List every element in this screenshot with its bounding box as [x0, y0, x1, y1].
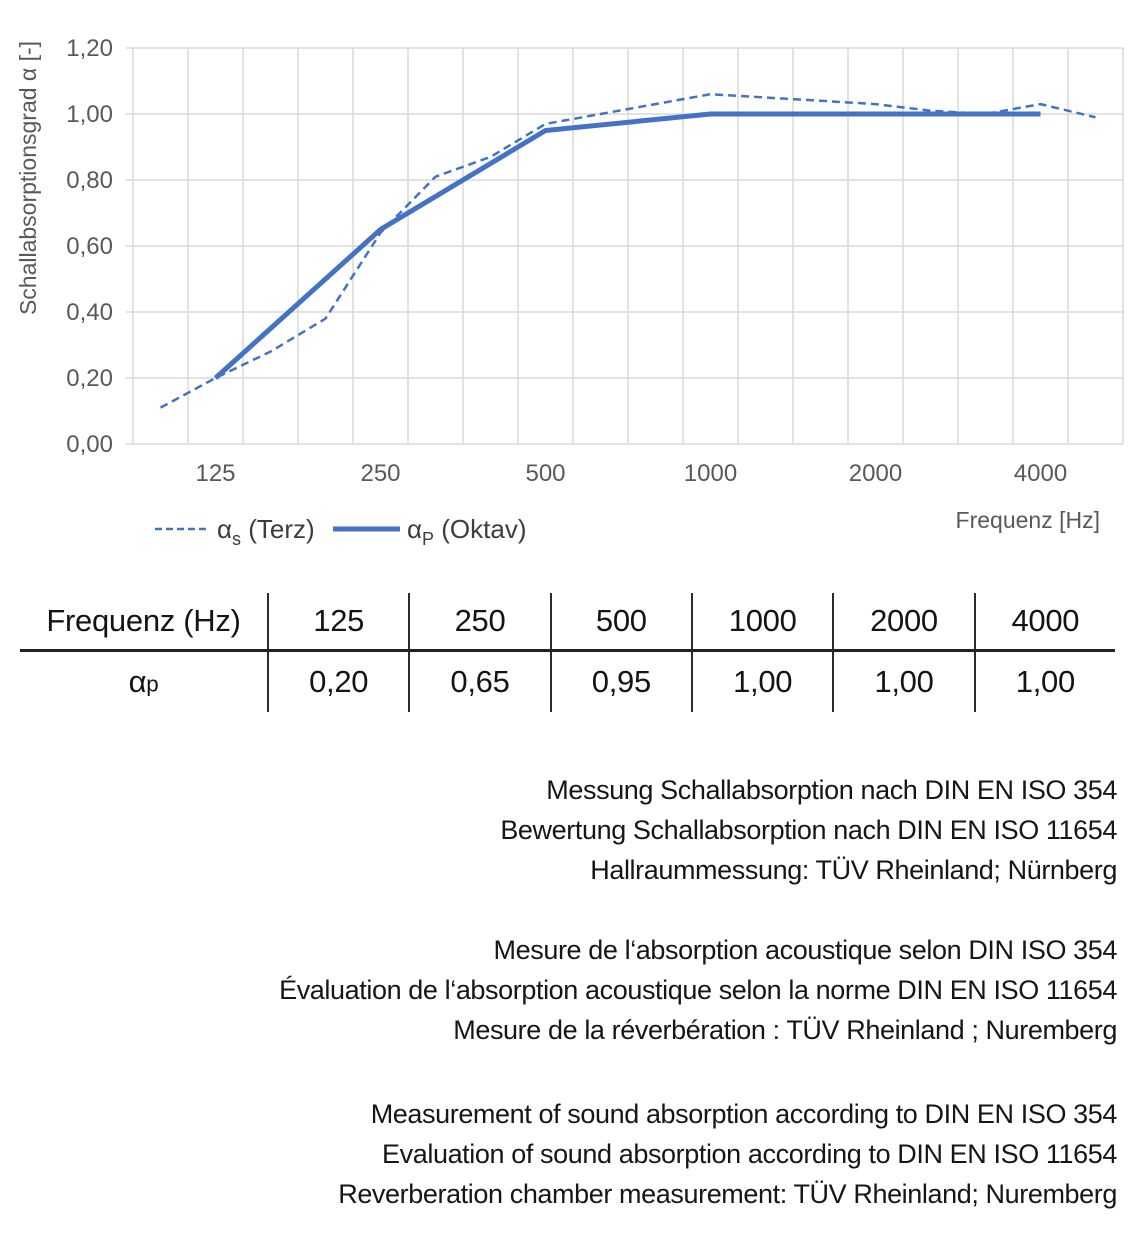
table-header-cell: 125 — [267, 593, 408, 652]
note-line-fr: Évaluation de l‘absorption acoustique selon la norme DIN EN ISO 11654 — [279, 975, 1117, 1005]
note-line-de: Messung Schallabsorption nach DIN EN ISO 354 — [546, 775, 1117, 805]
y-axis-title: Schallabsorptionsgrad α [-] — [15, 40, 41, 316]
chart-legend — [155, 514, 527, 549]
table-header-cell: 4000 — [974, 593, 1115, 652]
table-value-cell: 0,65 — [408, 652, 549, 712]
y-tick-label: 1,20 — [66, 35, 113, 62]
note-line-de: Hallraummessung: TÜV Rheinland; Nürnberg — [590, 855, 1117, 885]
y-tick-label: 0,80 — [66, 167, 113, 194]
absorption-chart — [0, 0, 1135, 560]
x-tick-label: 500 — [525, 460, 566, 487]
notes-french — [279, 930, 1117, 1050]
table-header-cell: 1000 — [691, 593, 832, 652]
table-value-cell: 1,00 — [974, 652, 1115, 712]
note-line-en: Measurement of sound absorption according to DIN EN ISO 354 — [370, 1099, 1117, 1129]
note-line-fr: Mesure de la réverbération : TÜV Rheinland ; Nuremberg — [453, 1015, 1117, 1045]
y-axis-tick-labels — [66, 35, 113, 458]
table-header-cell: 500 — [550, 593, 691, 652]
x-axis-title: Frequenz [Hz] — [955, 507, 1100, 533]
note-line-fr: Mesure de l‘absorption acoustique selon DIN ISO 354 — [493, 935, 1117, 965]
table-value-cell: 1,00 — [832, 652, 973, 712]
x-axis-tick-labels — [195, 460, 1067, 487]
x-tick-label: 250 — [360, 460, 401, 487]
note-line-en: Reverberation chamber measurement: TÜV Rheinland; Nuremberg — [338, 1179, 1117, 1209]
x-tick-label: 4000 — [1013, 460, 1068, 487]
table-value-cell: 1,00 — [691, 652, 832, 712]
table-value-cell: 0,95 — [550, 652, 691, 712]
legend-label-alpha-p: $\alpha_P$ (Oktav) — [407, 514, 527, 549]
chart-gridlines — [133, 48, 1123, 444]
table-row-label-alpha-p: α p — [128, 664, 159, 699]
x-tick-label: 2000 — [848, 460, 903, 487]
y-tick-label: 1,00 — [66, 101, 113, 128]
chart-area — [0, 0, 1135, 560]
y-tick-label: 0,00 — [66, 431, 113, 458]
table-value-cell: 0,20 — [267, 652, 408, 712]
note-line-de: Bewertung Schallabsorption nach DIN EN ISO 11654 — [500, 815, 1117, 845]
y-tick-label: 0,60 — [66, 233, 113, 260]
notes-german — [500, 770, 1117, 890]
table-header-cell: 2000 — [832, 593, 973, 652]
y-tick-label: 0,40 — [66, 299, 113, 326]
x-tick-label: 1000 — [683, 460, 738, 487]
y-axis-tick-marks — [126, 48, 133, 444]
table-header-cell: Frequenz (Hz) — [20, 593, 267, 652]
legend-label-alpha-s: $\alpha_s$ (Terz) — [217, 514, 315, 549]
notes-english — [338, 1094, 1117, 1214]
note-line-en: Evaluation of sound absorption according to DIN EN ISO 11654 — [382, 1139, 1117, 1169]
table-header-cell: 250 — [408, 593, 549, 652]
absorption-values-table — [20, 593, 1115, 712]
x-tick-label: 125 — [195, 460, 236, 487]
y-tick-label: 0,20 — [66, 365, 113, 392]
